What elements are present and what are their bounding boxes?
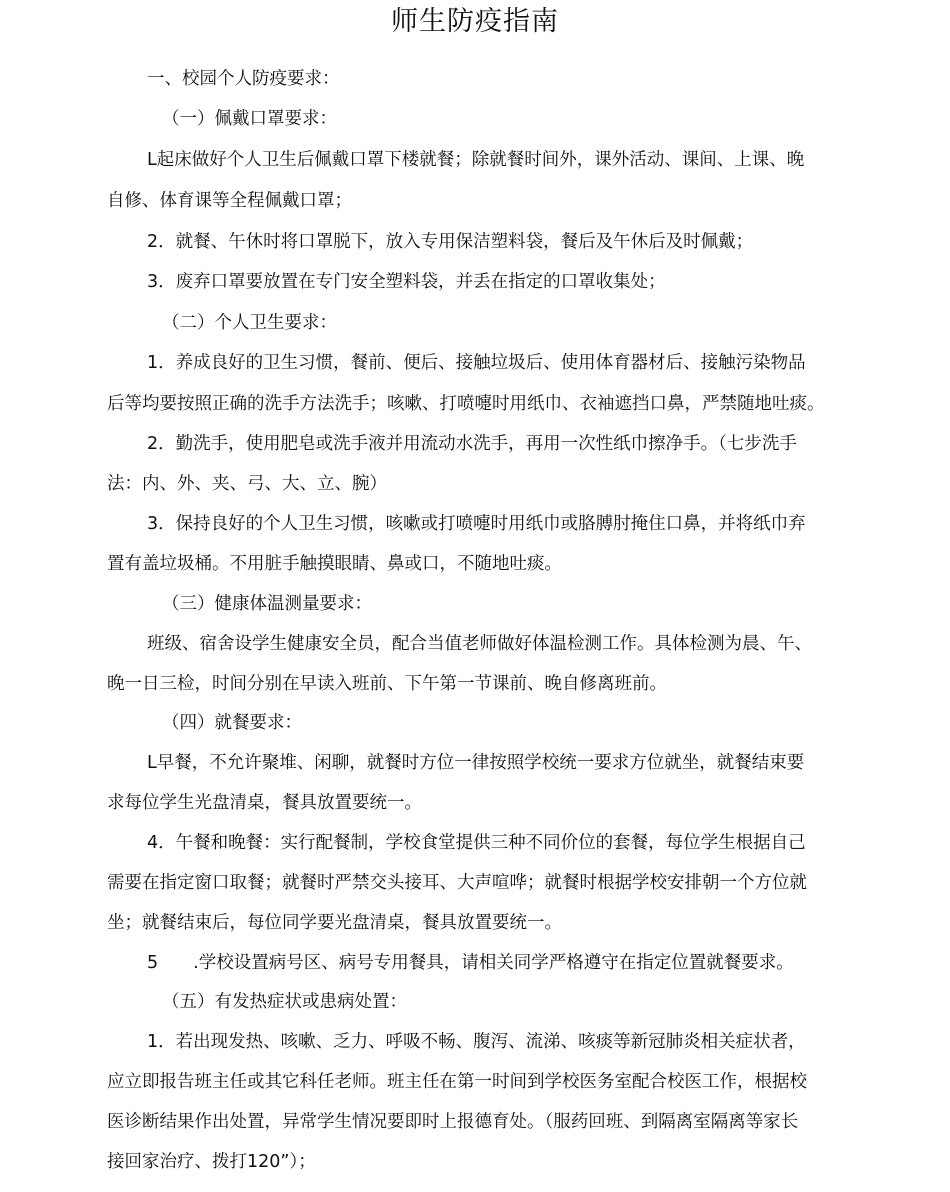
paragraph-line: 需要在指定窗口取餐；就餐时严禁交头接耳、大声喧哗；就餐时根据学校安排朝一个方位就 bbox=[107, 873, 807, 893]
paragraph-line: 法：内、外、夹、弓、大、立、腕） bbox=[107, 474, 387, 494]
subsection-heading-symptoms: （五）有发热症状或患病处置： bbox=[162, 992, 407, 1012]
paragraph-line: 后等均要按照正确的洗手方法洗手；咳嗽、打喷嚏时用纸巾、衣袖遮挡口鼻，严禁随地吐痰。 bbox=[107, 394, 825, 414]
paragraph-line: 医诊断结果作出处置，异常学生情况要即时上报德育处。（服药回班、到隔离室隔离等家长 bbox=[107, 1112, 799, 1132]
paragraph-line: 置有盖垃圾桶。不用脏手触摸眼睛、鼻或口，不随地吐痰。 bbox=[107, 554, 562, 574]
paragraph-line: 4．午餐和晚餐：实行配餐制，学校食堂提供三种不同价位的套餐，每位学生根据自己 bbox=[147, 833, 806, 853]
subsection-heading-masks: （一）佩戴口罩要求： bbox=[162, 109, 337, 129]
paragraph-line: 3．保持良好的个人卫生习惯，咳嗽或打喷嚏时用纸巾或胳膊肘掩住口鼻，并将纸巾弃 bbox=[147, 514, 806, 534]
paragraph-line: 晚一日三检，时间分别在早读入班前、下午第一节课前、晚自修离班前。 bbox=[107, 674, 667, 694]
paragraph-line: 2．勤洗手，使用肥皂或洗手液并用流动水洗手，再用一次性纸巾擦净手。（七步洗手 bbox=[147, 434, 797, 454]
subsection-heading-dining: （四）就餐要求： bbox=[162, 713, 302, 733]
paragraph-line: L早餐，不允许聚堆、闲聊，就餐时方位一律按照学校统一要求方位就坐，就餐结束要 bbox=[147, 753, 805, 773]
paragraph-line: 应立即报告班主任或其它科任老师。班主任在第一时间到学校医务室配合校医工作，根据校 bbox=[107, 1072, 807, 1092]
paragraph-line: 1．若出现发热、咳嗽、乏力、呼吸不畅、腹泻、流涕、咳痰等新冠肺炎相关症状者， bbox=[147, 1032, 806, 1052]
paragraph-line: 自修、体育课等全程佩戴口罩； bbox=[107, 191, 352, 211]
paragraph-line: 求每位学生光盘清桌，餐具放置要统一。 bbox=[107, 793, 422, 813]
section-heading-1: 一、校园个人防疫要求： bbox=[147, 69, 340, 89]
paragraph-line: 班级、宿舍设学生健康安全员，配合当值老师做好体温检测工作。具体检测为晨、午、 bbox=[147, 634, 812, 654]
subsection-heading-hygiene: （二）个人卫生要求： bbox=[162, 313, 337, 333]
paragraph-line: L起床做好个人卫生后佩戴口罩下楼就餐；除就餐时间外，课外活动、课间、上课、晚 bbox=[147, 150, 805, 170]
paragraph-line: 接回家治疗、拨打120”）； bbox=[107, 1152, 316, 1172]
paragraph-line: 1．养成良好的卫生习惯，餐前、便后、接触垃圾后、使用体育器材后、接触污染物品 bbox=[147, 353, 806, 373]
paragraph-line: 5 .学校设置病号区、病号专用餐具，请相关同学严格遵守在指定位置就餐要求。 bbox=[147, 953, 794, 973]
paragraph-line: 坐；就餐结束后，每位同学要光盘清桌，餐具放置要统一。 bbox=[107, 913, 562, 933]
document-title: 师生防疫指南 bbox=[391, 6, 559, 37]
paragraph-line: 2．就餐、午休时将口罩脱下，放入专用保洁塑料袋，餐后及午休后及时佩戴； bbox=[147, 232, 754, 252]
subsection-heading-temperature: （三）健康体温测量要求： bbox=[162, 594, 372, 614]
paragraph-line: 3．废弃口罩要放置在专门安全塑料袋，并丢在指定的口罩收集处； bbox=[147, 272, 666, 292]
